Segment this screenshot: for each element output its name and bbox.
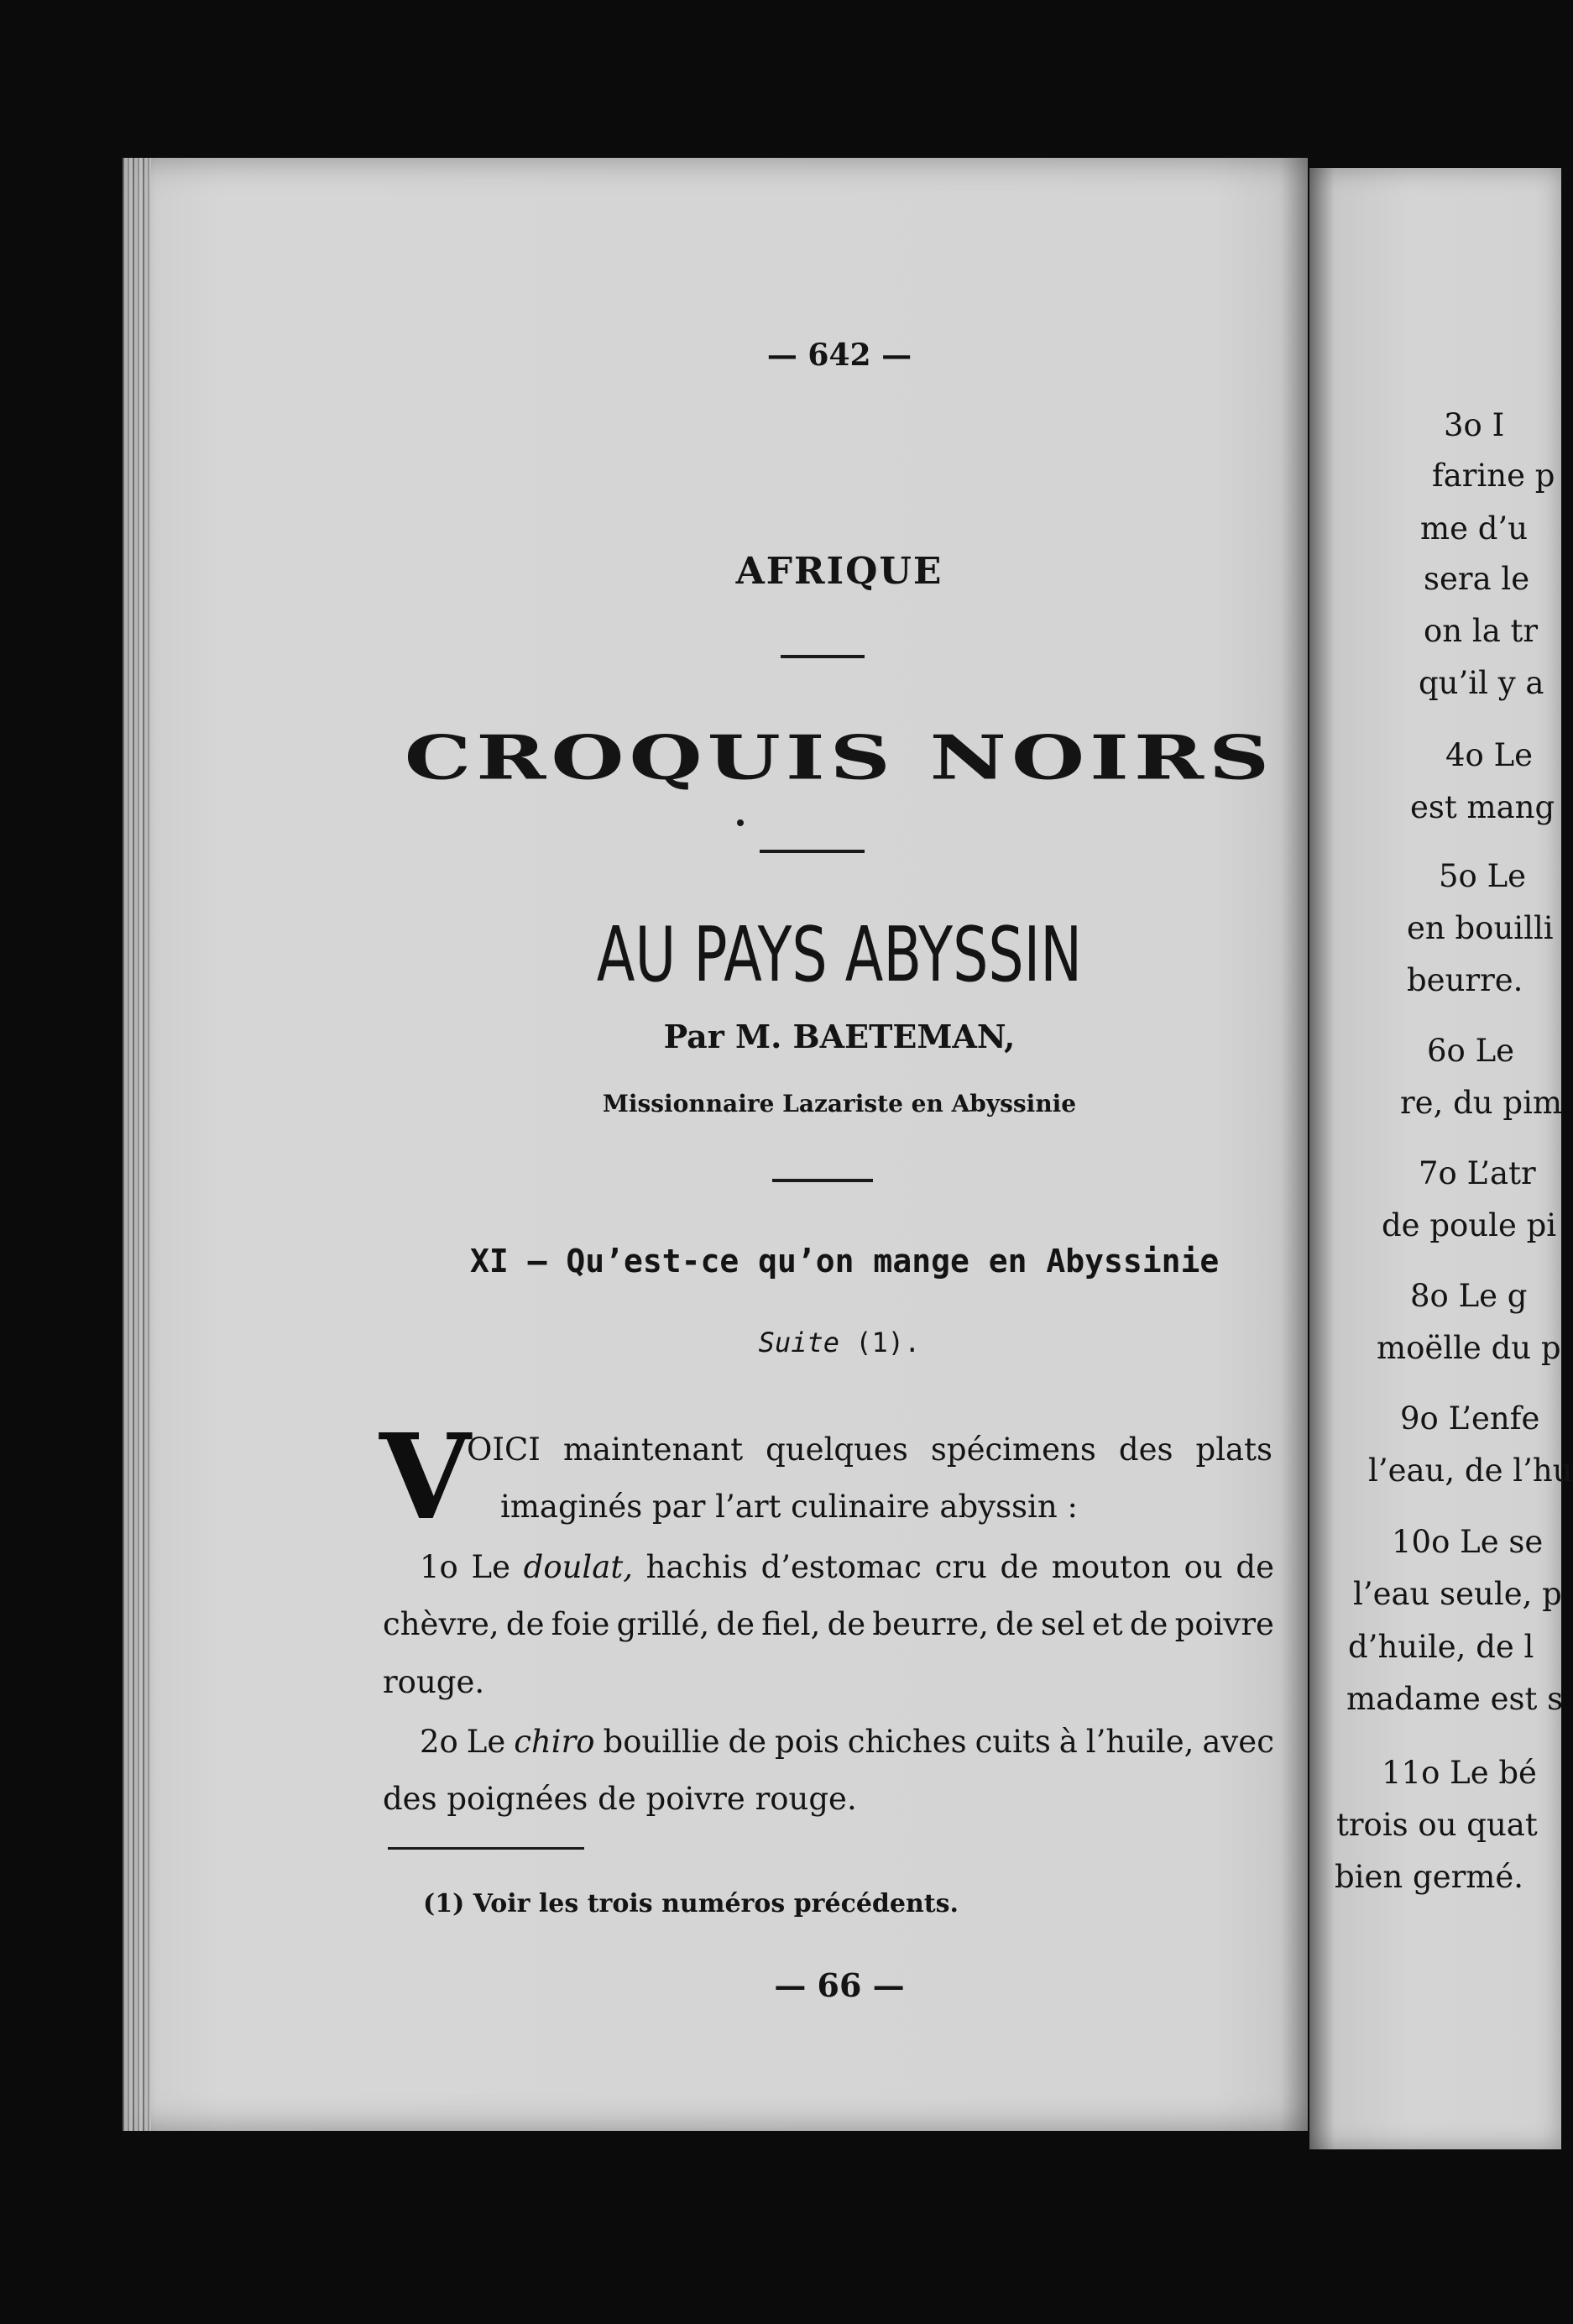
item-2-line-2: des poignées de poivre rouge.	[383, 1781, 857, 1817]
right-page-line: l’eau, de l’hu	[1368, 1452, 1573, 1489]
right-page-line: madame est s	[1346, 1681, 1564, 1717]
right-page-line: 10o Le se	[1392, 1524, 1544, 1560]
item-1-line-1	[420, 1549, 1274, 1585]
word: ou	[1184, 1549, 1223, 1585]
right-page-line: 5o Le	[1439, 858, 1527, 894]
word: foie	[551, 1606, 610, 1642]
affiliation: Missionnaire Lazariste en Abyssinie	[602, 1090, 1077, 1118]
word: de	[996, 1606, 1034, 1642]
right-page-line: 7o L’atr	[1419, 1155, 1536, 1191]
word: Le	[466, 1724, 506, 1760]
right-page-line: re, du pim	[1400, 1085, 1562, 1121]
right-page-line: 3o I	[1444, 407, 1505, 443]
divider-rule	[760, 850, 865, 853]
word: Le	[471, 1549, 510, 1585]
chapter-subheading	[688, 1327, 990, 1358]
right-page-line: l’eau seule, p	[1353, 1576, 1562, 1612]
body-line-2: imaginés par l’art culinaire abyssin :	[500, 1489, 1078, 1525]
subtitle: AU PAYS ABYSSIN	[596, 911, 1083, 999]
word: hachis	[645, 1549, 748, 1585]
footer-page-number: — 66 —	[774, 1966, 905, 2004]
right-page-line: 11o Le bé	[1382, 1755, 1537, 1791]
word: de	[827, 1606, 866, 1642]
word: de	[505, 1606, 545, 1642]
header-page-number: — 642 —	[766, 338, 912, 373]
word: cru	[934, 1549, 987, 1585]
right-page-line: farine p	[1432, 458, 1555, 494]
right-page-line: me d’u	[1420, 510, 1529, 547]
word: chiches	[847, 1724, 967, 1760]
drop-cap: V	[379, 1409, 471, 1547]
right-page-line: trois ou quat	[1336, 1807, 1538, 1843]
section-label: AFRIQUE	[735, 550, 943, 593]
chapter-subheading-rest: (1).	[839, 1327, 921, 1358]
word: de	[1000, 1549, 1039, 1585]
left-page	[123, 158, 1308, 2131]
word: 1o	[420, 1549, 458, 1585]
divider-rule	[781, 655, 865, 658]
word: chèvre,	[383, 1606, 499, 1642]
word: de	[1129, 1606, 1168, 1642]
title-dot	[737, 819, 744, 826]
right-page-line: 4o Le	[1445, 737, 1534, 773]
word: sel	[1040, 1606, 1085, 1642]
main-title: CROQUIS NOIRS	[404, 722, 1275, 793]
word: pois	[775, 1724, 839, 1760]
footnote: (1) Voir les trois numéros précédents.	[423, 1889, 959, 1918]
word: des	[1118, 1432, 1173, 1468]
right-page-text	[1335, 168, 1573, 2149]
word: l’huile,	[1085, 1724, 1194, 1760]
word: grillé,	[616, 1606, 710, 1642]
word: de	[728, 1724, 767, 1760]
page-edge-stack	[123, 158, 151, 2131]
item-1-line-3: rouge.	[383, 1664, 485, 1700]
right-page-line: on la tr	[1424, 613, 1539, 649]
word: d’estomac	[760, 1549, 922, 1585]
chapter-heading: XI – Qu’est-ce qu’on mange en Abyssinie	[470, 1243, 1220, 1280]
word: cuits	[975, 1724, 1051, 1760]
word: à	[1058, 1724, 1078, 1760]
right-page-line: d’huile, de l	[1348, 1629, 1534, 1665]
footnote-rule	[388, 1847, 584, 1850]
word: chiro	[514, 1724, 595, 1760]
chapter-subheading-italic: Suite	[758, 1327, 839, 1358]
right-page-line: est mang	[1410, 789, 1555, 825]
body-line-1	[467, 1432, 1273, 1468]
right-page-line: 6o Le	[1427, 1033, 1515, 1069]
right-page-line: sera le	[1424, 561, 1530, 597]
divider-rule	[772, 1179, 873, 1182]
word: beurre,	[872, 1606, 989, 1642]
right-page-line: moëlle du p	[1377, 1330, 1561, 1366]
word: bouillie	[603, 1724, 720, 1760]
word: maintenant	[562, 1432, 744, 1468]
right-page-line: bien germé.	[1335, 1859, 1524, 1895]
word: de	[716, 1606, 755, 1642]
word: poivre	[1174, 1606, 1274, 1642]
word: 2o	[420, 1724, 458, 1760]
word: OICI	[467, 1432, 541, 1468]
right-page-line: de poule pi	[1382, 1207, 1557, 1243]
word: de	[1236, 1549, 1274, 1585]
right-page-line: beurre.	[1407, 962, 1523, 998]
right-page-line: qu’il y a	[1419, 665, 1544, 701]
word: fiel,	[761, 1606, 821, 1642]
word: doulat,	[523, 1549, 633, 1585]
right-page-line: en bouilli	[1407, 910, 1554, 946]
word: spécimens	[930, 1432, 1096, 1468]
byline: Par M. BAETEMAN,	[663, 1018, 1016, 1055]
item-2-line-1	[420, 1724, 1274, 1760]
word: mouton	[1051, 1549, 1171, 1585]
item-1-line-2	[383, 1606, 1274, 1642]
word: et	[1091, 1606, 1123, 1642]
word: avec	[1202, 1724, 1274, 1760]
word: quelques	[766, 1432, 908, 1468]
right-page-line: 9o L’enfe	[1400, 1400, 1540, 1437]
word: plats	[1195, 1432, 1273, 1468]
right-page-line: 8o Le g	[1410, 1278, 1528, 1314]
